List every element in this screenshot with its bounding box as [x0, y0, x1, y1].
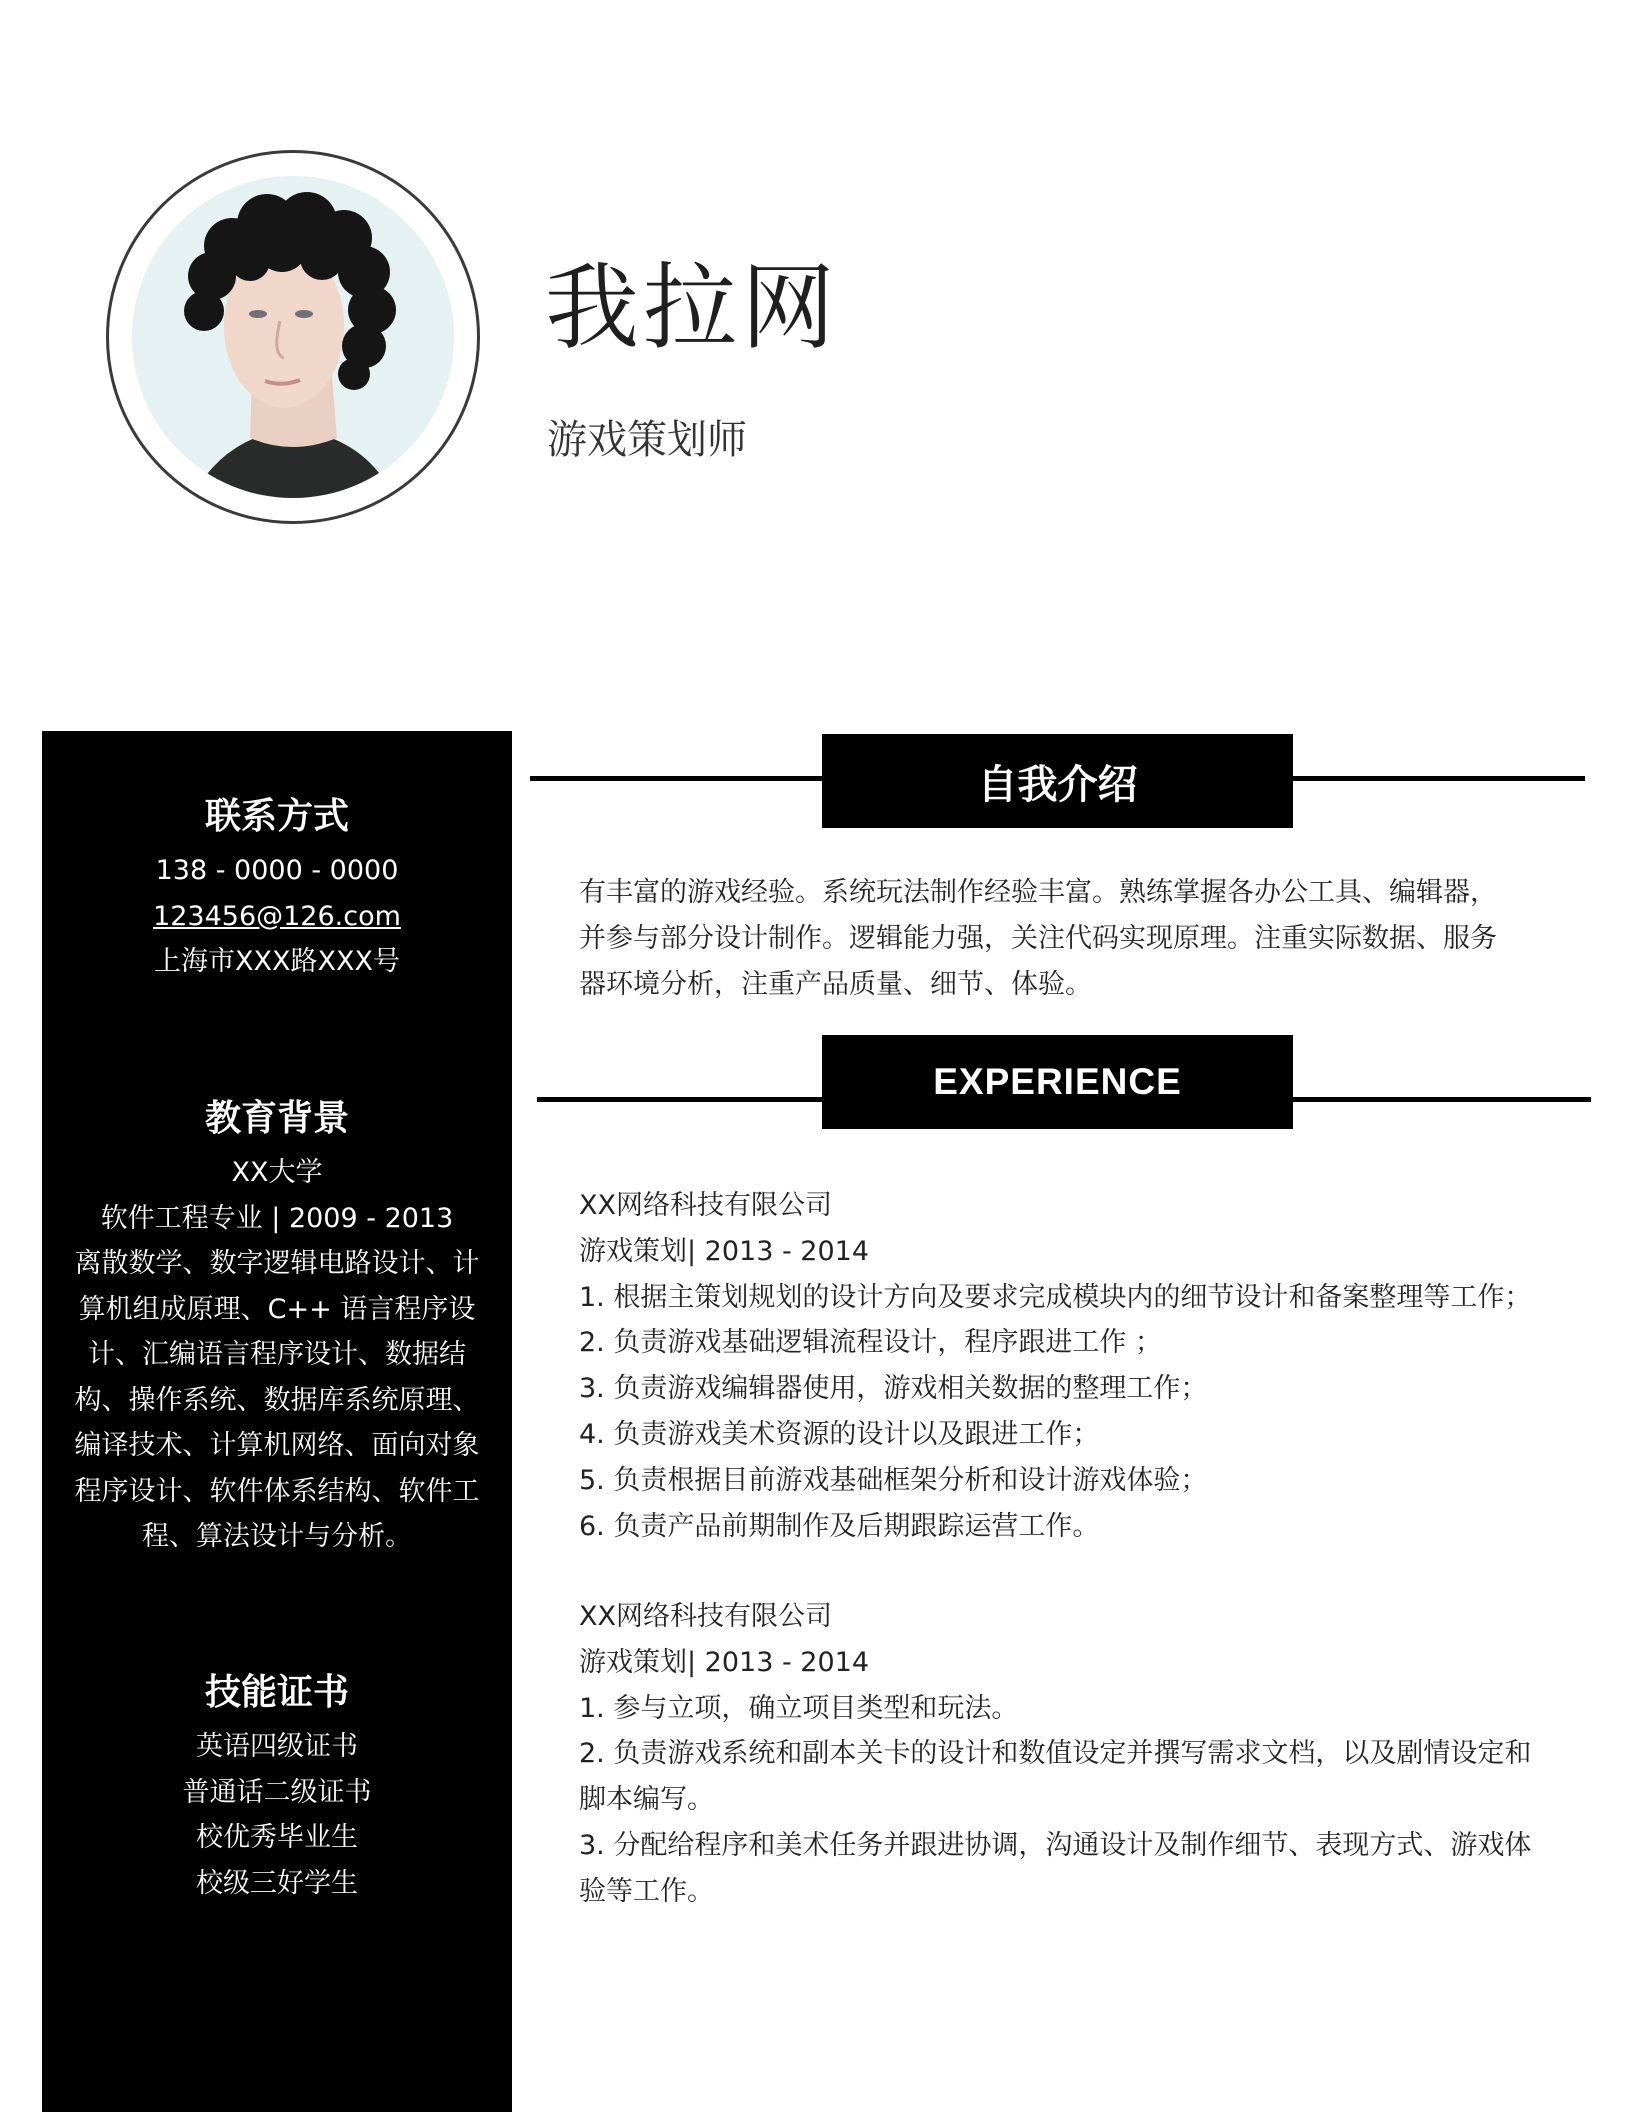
intro-heading: 自我介绍 [822, 734, 1293, 828]
duty-line: 1. 根据主策划规划的设计方向及要求完成模块内的细节设计和备案整理等工作； [579, 1281, 1532, 1313]
experience-entry [579, 1183, 1539, 1549]
experience-heading: EXPERIENCE [822, 1035, 1293, 1129]
duty-line: 4. 负责游戏美术资源的设计以及跟进工作； [579, 1418, 1100, 1450]
job-title: 游戏策划师 [547, 417, 747, 463]
education-heading: 教育背景 [204, 1098, 349, 1139]
section-rule-right [1293, 1097, 1591, 1102]
courses-line: 离散数学、数字逻辑电路设计、计 [74, 1248, 480, 1279]
portrait-photo [132, 176, 454, 498]
skill-item: 校级三好学生 [196, 1867, 358, 1899]
courses-line: 算机组成原理、C++ 语言程序设 [78, 1293, 476, 1325]
section-rule-right [1293, 776, 1585, 781]
duty-line: 2. 负责游戏系统和副本关卡的设计和数值设定并撰写需求文档，以及剧情设定和 [579, 1738, 1532, 1770]
duty-line: 3. 负责游戏编辑器使用，游戏相关数据的整理工作； [579, 1373, 1208, 1405]
duty-line: 3. 分配给程序和美术任务并跟进协调，沟通设计及制作细节、表现方式、游戏体 [579, 1829, 1532, 1861]
intro-line: 并参与部分设计制作。逻辑能力强，关注代码实现原理。注重实际数据、服务 [579, 923, 1497, 954]
skills-list [72, 1724, 482, 1906]
duty-line: 5. 负责根据目前游戏基础框架分析和设计游戏体验； [579, 1464, 1208, 1496]
experience-entry [579, 1594, 1539, 1915]
candidate-name: 我拉网 [545, 254, 840, 363]
contact-heading: 联系方式 [204, 796, 349, 837]
courses-line: 构、操作系统、数据库系统原理、 [74, 1384, 480, 1416]
role-years: 游戏策划| 2013 - 2014 [579, 1235, 870, 1267]
phone-number: 138 - 0000 - 0000 [155, 855, 399, 886]
skill-item: 校优秀毕业生 [196, 1822, 358, 1853]
duty-line: 6. 负责产品前期制作及后期跟踪运营工作。 [579, 1510, 1100, 1542]
sidebar [42, 731, 512, 2112]
education-details [72, 1150, 482, 1560]
duty-line: 2. 负责游戏基础逻辑流程设计，程序跟进工作 ； [579, 1327, 1162, 1359]
section-rule-left [537, 1097, 822, 1102]
duty-line: 验等工作。 [579, 1875, 714, 1907]
intro-text [579, 870, 1539, 1008]
section-rule-left [530, 776, 822, 781]
courses-line: 程、算法设计与分析。 [142, 1521, 412, 1552]
avatar [132, 176, 454, 498]
company-name: XX网络科技有限公司 [579, 1601, 832, 1632]
company-name: XX网络科技有限公司 [579, 1190, 832, 1221]
courses-line: 编译技术、计算机网络、面向对象 [74, 1430, 480, 1461]
school-name: XX大学 [231, 1157, 323, 1188]
skill-item: 普通话二级证书 [182, 1776, 372, 1808]
duty-line: 脚本编写。 [579, 1784, 714, 1816]
email-link[interactable]: 123456@126.com [153, 900, 401, 932]
contact-details [72, 848, 482, 985]
courses-line: 计、汇编语言程序设计、数据结 [88, 1339, 466, 1370]
skill-item: 英语四级证书 [196, 1731, 358, 1762]
courses-line: 程序设计、软件体系结构、软件工 [74, 1475, 480, 1507]
intro-line: 有丰富的游戏经验。系统玩法制作经验丰富。熟练掌握各办公工具、编辑器， [579, 877, 1497, 908]
address: 上海市XXX路XXX号 [154, 946, 400, 977]
duty-line: 1. 参与立项，确立项目类型和玩法。 [579, 1692, 1019, 1724]
major-years: 软件工程专业 | 2009 - 2013 [100, 1202, 454, 1234]
intro-line: 器环境分析，注重产品质量、细节、体验。 [579, 969, 1092, 1000]
role-years: 游戏策划| 2013 - 2014 [579, 1646, 870, 1678]
skills-heading: 技能证书 [204, 1672, 349, 1713]
